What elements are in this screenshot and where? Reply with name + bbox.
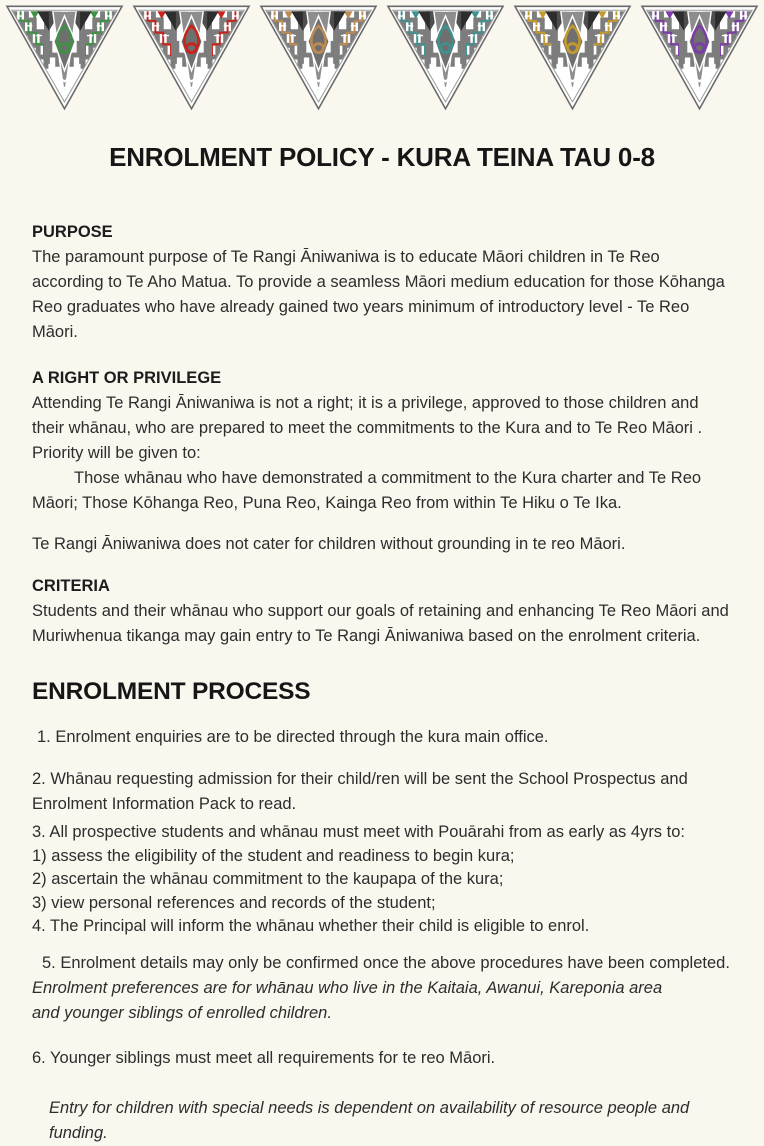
purpose-body: The paramount purpose of Te Rangi Āniwaniwa is to educate Māori children in Te Reo according to Te Aho Matua. To provide a seamless Māori medium education for those Kōhanga Reo graduates who have already gained two years minimum of introductory level - Te Reo Māori. — [32, 248, 725, 341]
criteria-body: Students and their whānau who support our goals of retaining and enhancing Te Reo Māori and Muriwhenua tikanga may gain entry to Te Rangi Āniwaniwa based on the enrolment criteria. — [32, 602, 729, 645]
maori-pattern-pennant-icon — [132, 4, 251, 112]
process-step-3: 3. All prospective students and whānau must meet with Pouārahi from as early as 4yrs to: — [32, 823, 685, 841]
process-step-3-sub-2: 2) ascertain the whānau commitment to the kaupapa of the kura; — [32, 870, 504, 888]
process-step-1: 1. Enrolment enquiries are to be directed through the kura main office. — [37, 728, 549, 746]
privilege-heading: A RIGHT OR PRIVILEGE — [32, 369, 222, 387]
maori-pattern-pennant-icon — [640, 4, 759, 112]
section-purpose — [32, 220, 732, 345]
no-cater-note: Te Rangi Āniwaniwa does not cater for children without grounding in te reo Māori. — [32, 535, 626, 553]
maori-pattern-pennant-icon — [513, 4, 632, 112]
privilege-priority-list: Those whānau who have demonstrated a commitment to the Kura charter and Te Reo Māori; Those Kōhanga Reo, Puna Reo, Kainga Reo from within Te Hiku o Te Ika. — [32, 469, 702, 512]
criteria-heading: CRITERIA — [32, 577, 110, 595]
purpose-heading: PURPOSE — [32, 223, 113, 241]
process-step-5-note: Enrolment preferences are for whānau who live in the Kaitaia, Awanui, Kareponia area and younger siblings of enrolled children. — [32, 978, 663, 1022]
section-right-or-privilege — [32, 366, 732, 516]
process-step-6: 6. Younger siblings must meet all requirements for te reo Māori. — [32, 1048, 496, 1067]
maori-pattern-pennant-icon — [5, 4, 124, 112]
document-body — [0, 220, 764, 1146]
maori-pattern-pennant-icon — [259, 4, 378, 112]
page-title: ENROLMENT POLICY - KURA TEINA TAU 0-8 — [109, 142, 655, 172]
process-step-5: 5. Enrolment details may only be confirmed once the above procedures have been completed. — [42, 953, 730, 972]
bunting-banner — [0, 0, 764, 112]
process-step-3-sub-3: 3) view personal references and records of the student; — [32, 893, 436, 912]
privilege-body-intro: Attending Te Rangi Āniwaniwa is not a right; it is a privilege, approved to those children and their whānau, who are prepared to meet the commitments to the Kura and to Te Reo Māori . Priority will be given to: — [32, 394, 703, 462]
process-step-4: 4. The Principal will inform the whānau whether their child is eligible to enrol. — [32, 917, 590, 935]
process-step-2: 2. Whānau requesting admission for their child/ren will be sent the School Prospectus and Enrolment Information Pack to read. — [32, 770, 688, 813]
enrolment-process-heading: ENROLMENT PROCESS — [32, 678, 311, 705]
section-criteria — [32, 574, 732, 649]
process-step-3-group — [32, 821, 732, 939]
special-needs-note: Entry for children with special needs is dependent on availability of resource people and funding. — [49, 1098, 690, 1142]
maori-pattern-pennant-icon — [386, 4, 505, 112]
process-step-3-sub-1: 1) assess the eligibility of the student and readiness to begin kura; — [32, 846, 515, 865]
